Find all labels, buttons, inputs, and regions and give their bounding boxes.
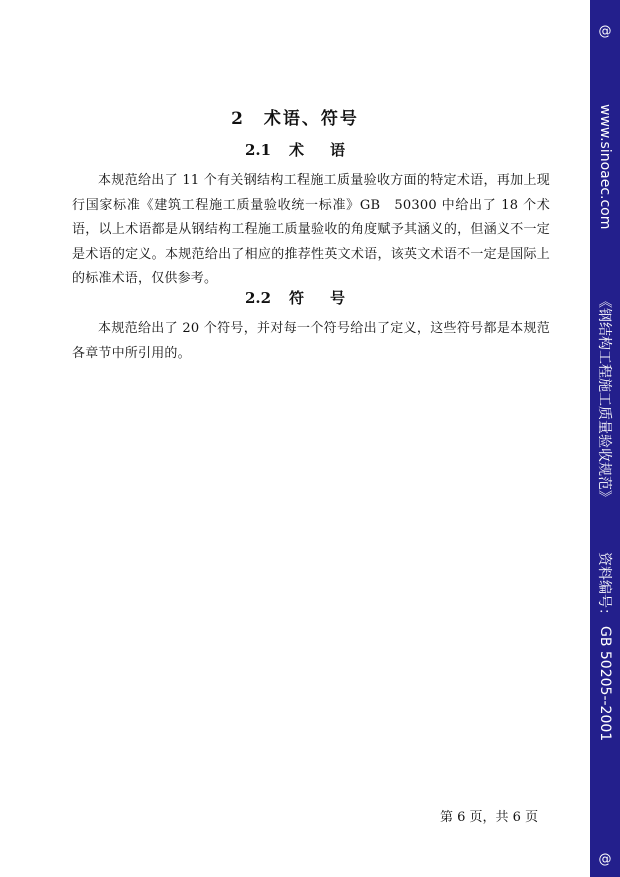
sidebar-doc-code: GB 50205--2001 bbox=[597, 626, 613, 742]
sidebar-band bbox=[590, 0, 620, 877]
chapter-title: 2 术语、符号 bbox=[231, 109, 359, 129]
sidebar-spec-title: 《钢结构工程施工质量验收规范》 bbox=[596, 294, 612, 504]
sidebar-website: www.sinoaec.com bbox=[597, 104, 613, 230]
section-name: 符号 bbox=[289, 289, 372, 307]
section-number: 2.1 bbox=[244, 141, 272, 159]
sidebar-doc-label: 资料编号： bbox=[596, 552, 612, 622]
section-heading-terms bbox=[0, 139, 590, 160]
paragraph-symbols: 本规范给出了 20 个符号，并对每一个符号给出了定义，这些符号都是本规范各章节中所引用的。 bbox=[72, 321, 550, 361]
page-footer: 第 6 页，共 6 页 bbox=[440, 810, 539, 825]
section-name: 术语 bbox=[289, 141, 372, 159]
section-heading-symbols bbox=[0, 287, 590, 308]
section-number: 2.2 bbox=[244, 289, 272, 307]
at-symbol-icon: @ bbox=[598, 24, 612, 39]
at-symbol-icon: @ bbox=[598, 852, 612, 867]
paragraph-terms: 本规范给出了 11 个有关钢结构工程施工质量验收方面的特定术语，再加上现行国家标准《建筑工程施工质量验收统一标准》GB 50300 中给出了 18 个术语，以上术语都是从钢结构工程施工质量验收的角度赋予其涵义的，但涵义不一定是术语的定义。本规范给出了相应的推荐性英文术语，该英文术语不一定是国际上的标准术语，仅供参考。 bbox=[72, 173, 550, 286]
